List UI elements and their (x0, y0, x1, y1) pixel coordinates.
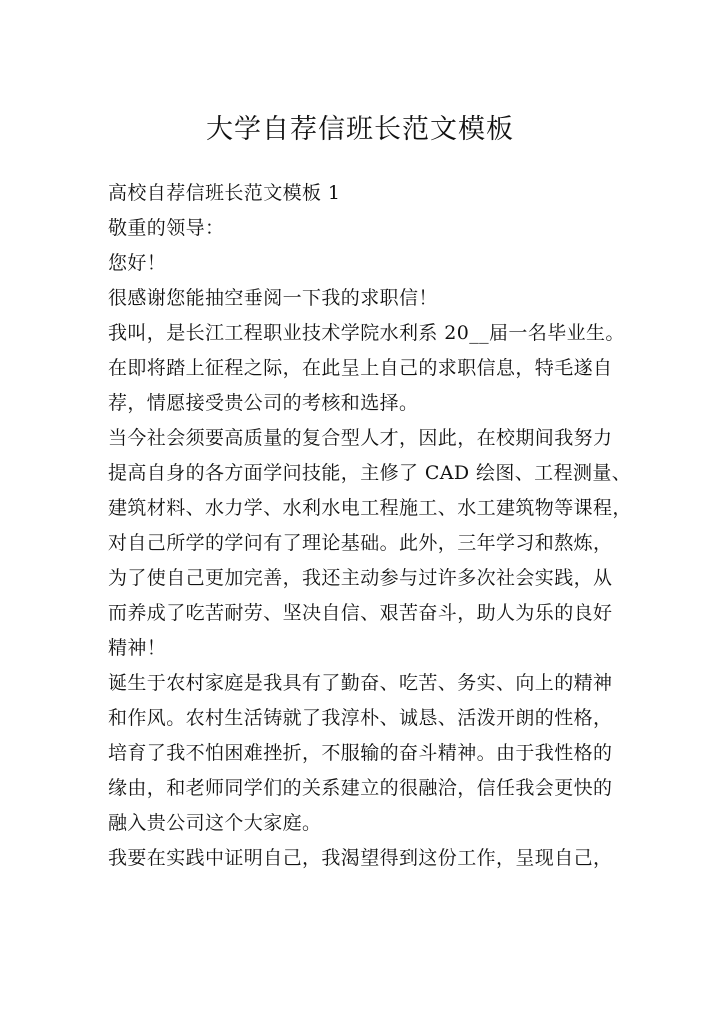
document-title: 大学自荐信班长范文模板 (206, 114, 514, 145)
document-body (108, 176, 632, 876)
text-line: 在即将踏上征程之际，在此呈上自己的求职信息，特毛遂自 (108, 357, 613, 379)
text-line: 高校自荐信班长范文模板 1 (108, 182, 341, 204)
text-line: 您好！ (108, 252, 167, 274)
text-line: 当今社会须要高质量的复合型人才，因此，在校期间我努力 (108, 427, 613, 449)
text-line: 对自己所学的学问有了理论基础。此外，三年学习和熬炼， (108, 532, 613, 554)
text-line: 融入贵公司这个大家庭。 (108, 812, 322, 834)
text-line: 敬重的领导： (108, 217, 225, 239)
text-line: 为了使自己更加完善，我还主动参与过许多次社会实践，从 (108, 567, 613, 589)
text-line: 很感谢您能抽空垂阅一下我的求职信！ (108, 287, 438, 309)
text-line: 荐，情愿接受贵公司的考核和选择。 (108, 392, 419, 414)
text-line: 建筑材料、水力学、水利水电工程施工、水工建筑物等课程， (108, 497, 632, 519)
text-line: 精神！ (108, 637, 167, 659)
text-line: 培育了我不怕困难挫折，不服输的奋斗精神。由于我性格的 (108, 742, 613, 764)
text-line: 和作风。农村生活铸就了我淳朴、诚恳、活泼开朗的性格， (108, 707, 613, 729)
text-line: 诞生于农村家庭是我具有了勤奋、吃苦、务实、向上的精神 (108, 672, 613, 694)
text-line: 而养成了吃苦耐劳、坚决自信、艰苦奋斗，助人为乐的良好 (108, 602, 613, 624)
text-line: 我要在实践中证明自己，我渴望得到这份工作，呈现自己， (108, 847, 613, 869)
text-line: 我叫，是长江工程职业技术学院水利系 20__届一名毕业生。 (108, 322, 625, 344)
text-line: 缘由，和老师同学们的关系建立的很融洽，信任我会更快的 (108, 777, 613, 799)
text-line: 提高自身的各方面学问技能，主修了 CAD 绘图、工程测量、 (108, 462, 632, 484)
